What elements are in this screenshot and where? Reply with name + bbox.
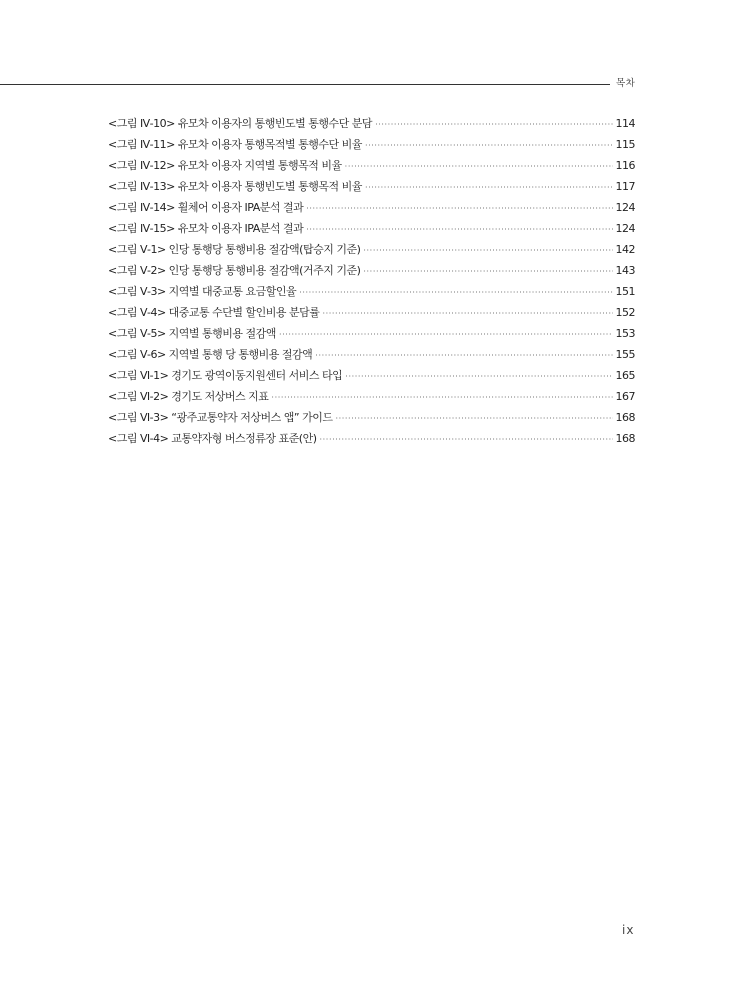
- toc-entry[interactable]: [108, 137, 635, 158]
- toc-entry-title: <그림 Ⅴ-2> 인당 통행당 통행비용 절감액(거주지 기준): [108, 264, 361, 277]
- toc-entry-title: <그림 Ⅴ-3> 지역별 대중교통 요금할인율: [108, 285, 297, 298]
- toc-entry-page: 116: [615, 159, 635, 172]
- toc-entry-title: <그림 Ⅵ-1> 경기도 광역이동지원센터 서비스 타입: [108, 369, 343, 382]
- dot-leader: [315, 348, 612, 364]
- toc-entry-title: <그림 Ⅵ-4> 교통약자형 버스정류장 표준(안): [108, 432, 317, 445]
- toc-entry-page: 155: [615, 348, 635, 361]
- toc-entry-title: <그림 Ⅳ-11> 유모차 이용자 통행목적별 통행수단 비율: [108, 138, 362, 151]
- dot-leader: [365, 180, 613, 196]
- toc-entry[interactable]: [108, 158, 635, 179]
- toc-entry-page: 165: [615, 369, 635, 382]
- toc-entry[interactable]: [108, 116, 635, 137]
- toc-entry-title: <그림 Ⅳ-12> 유모차 이용자 지역별 통행목적 비율: [108, 159, 342, 172]
- toc-entry-page: 143: [615, 264, 635, 277]
- toc-entry-page: 168: [615, 411, 635, 424]
- toc-entry-title: <그림 Ⅵ-2> 경기도 저상버스 지표: [108, 390, 269, 403]
- header-rule: [0, 84, 610, 85]
- table-of-figures: [108, 116, 635, 452]
- toc-entry[interactable]: [108, 431, 635, 452]
- toc-entry-title: <그림 Ⅴ-6> 지역별 통행 당 통행비용 절감액: [108, 348, 313, 361]
- toc-entry-title: <그림 Ⅴ-1> 인당 통행당 통행비용 절감액(탑승지 기준): [108, 243, 361, 256]
- toc-entry[interactable]: [108, 389, 635, 410]
- toc-entry[interactable]: [108, 242, 635, 263]
- toc-entry-page: 117: [615, 180, 635, 193]
- toc-entry-title: <그림 Ⅳ-14> 휠체어 이용자 IPA분석 결과: [108, 201, 304, 214]
- dot-leader: [306, 222, 612, 238]
- toc-entry[interactable]: [108, 347, 635, 368]
- toc-entry[interactable]: [108, 410, 635, 431]
- toc-entry-title: <그림 Ⅴ-5> 지역별 통행비용 절감액: [108, 327, 276, 340]
- toc-entry-page: 167: [615, 390, 635, 403]
- page-number: ix: [622, 923, 635, 937]
- section-label: 목차: [616, 78, 636, 89]
- toc-entry-page: 153: [615, 327, 635, 340]
- toc-entry-page: 124: [615, 201, 635, 214]
- dot-leader: [299, 285, 612, 301]
- toc-entry-title: <그림 Ⅴ-4> 대중교통 수단별 할인비용 분담률: [108, 306, 320, 319]
- toc-entry-page: 114: [615, 117, 635, 130]
- toc-entry[interactable]: [108, 368, 635, 389]
- dot-leader: [345, 159, 613, 175]
- toc-entry-page: 142: [615, 243, 635, 256]
- toc-entry-page: 115: [615, 138, 635, 151]
- toc-entry-title: <그림 Ⅳ-15> 유모차 이용자 IPA분석 결과: [108, 222, 304, 235]
- dot-leader: [306, 201, 612, 217]
- toc-entry[interactable]: [108, 200, 635, 221]
- dot-leader: [363, 243, 612, 259]
- toc-entry-page: 151: [615, 285, 635, 298]
- toc-entry[interactable]: [108, 305, 635, 326]
- toc-entry-page: 152: [615, 306, 635, 319]
- toc-entry-title: <그림 Ⅳ-10> 유모차 이용자의 통행빈도별 통행수단 분담: [108, 117, 373, 130]
- dot-leader: [322, 306, 612, 322]
- toc-entry[interactable]: [108, 179, 635, 200]
- toc-entry[interactable]: [108, 221, 635, 242]
- dot-leader: [320, 432, 613, 448]
- toc-entry[interactable]: [108, 326, 635, 347]
- toc-entry-page: 124: [615, 222, 635, 235]
- dot-leader: [363, 264, 612, 280]
- toc-entry[interactable]: [108, 263, 635, 284]
- dot-leader: [375, 117, 612, 133]
- dot-leader: [365, 138, 613, 154]
- dot-leader: [335, 411, 612, 427]
- dot-leader: [345, 369, 612, 385]
- dot-leader: [279, 327, 613, 343]
- dot-leader: [271, 390, 612, 406]
- toc-entry-page: 168: [615, 432, 635, 445]
- toc-entry-title: <그림 Ⅵ-3> “광주교통약자 저상버스 앱” 가이드: [108, 411, 333, 424]
- toc-entry[interactable]: [108, 284, 635, 305]
- toc-entry-title: <그림 Ⅳ-13> 유모차 이용자 통행빈도별 통행목적 비율: [108, 180, 362, 193]
